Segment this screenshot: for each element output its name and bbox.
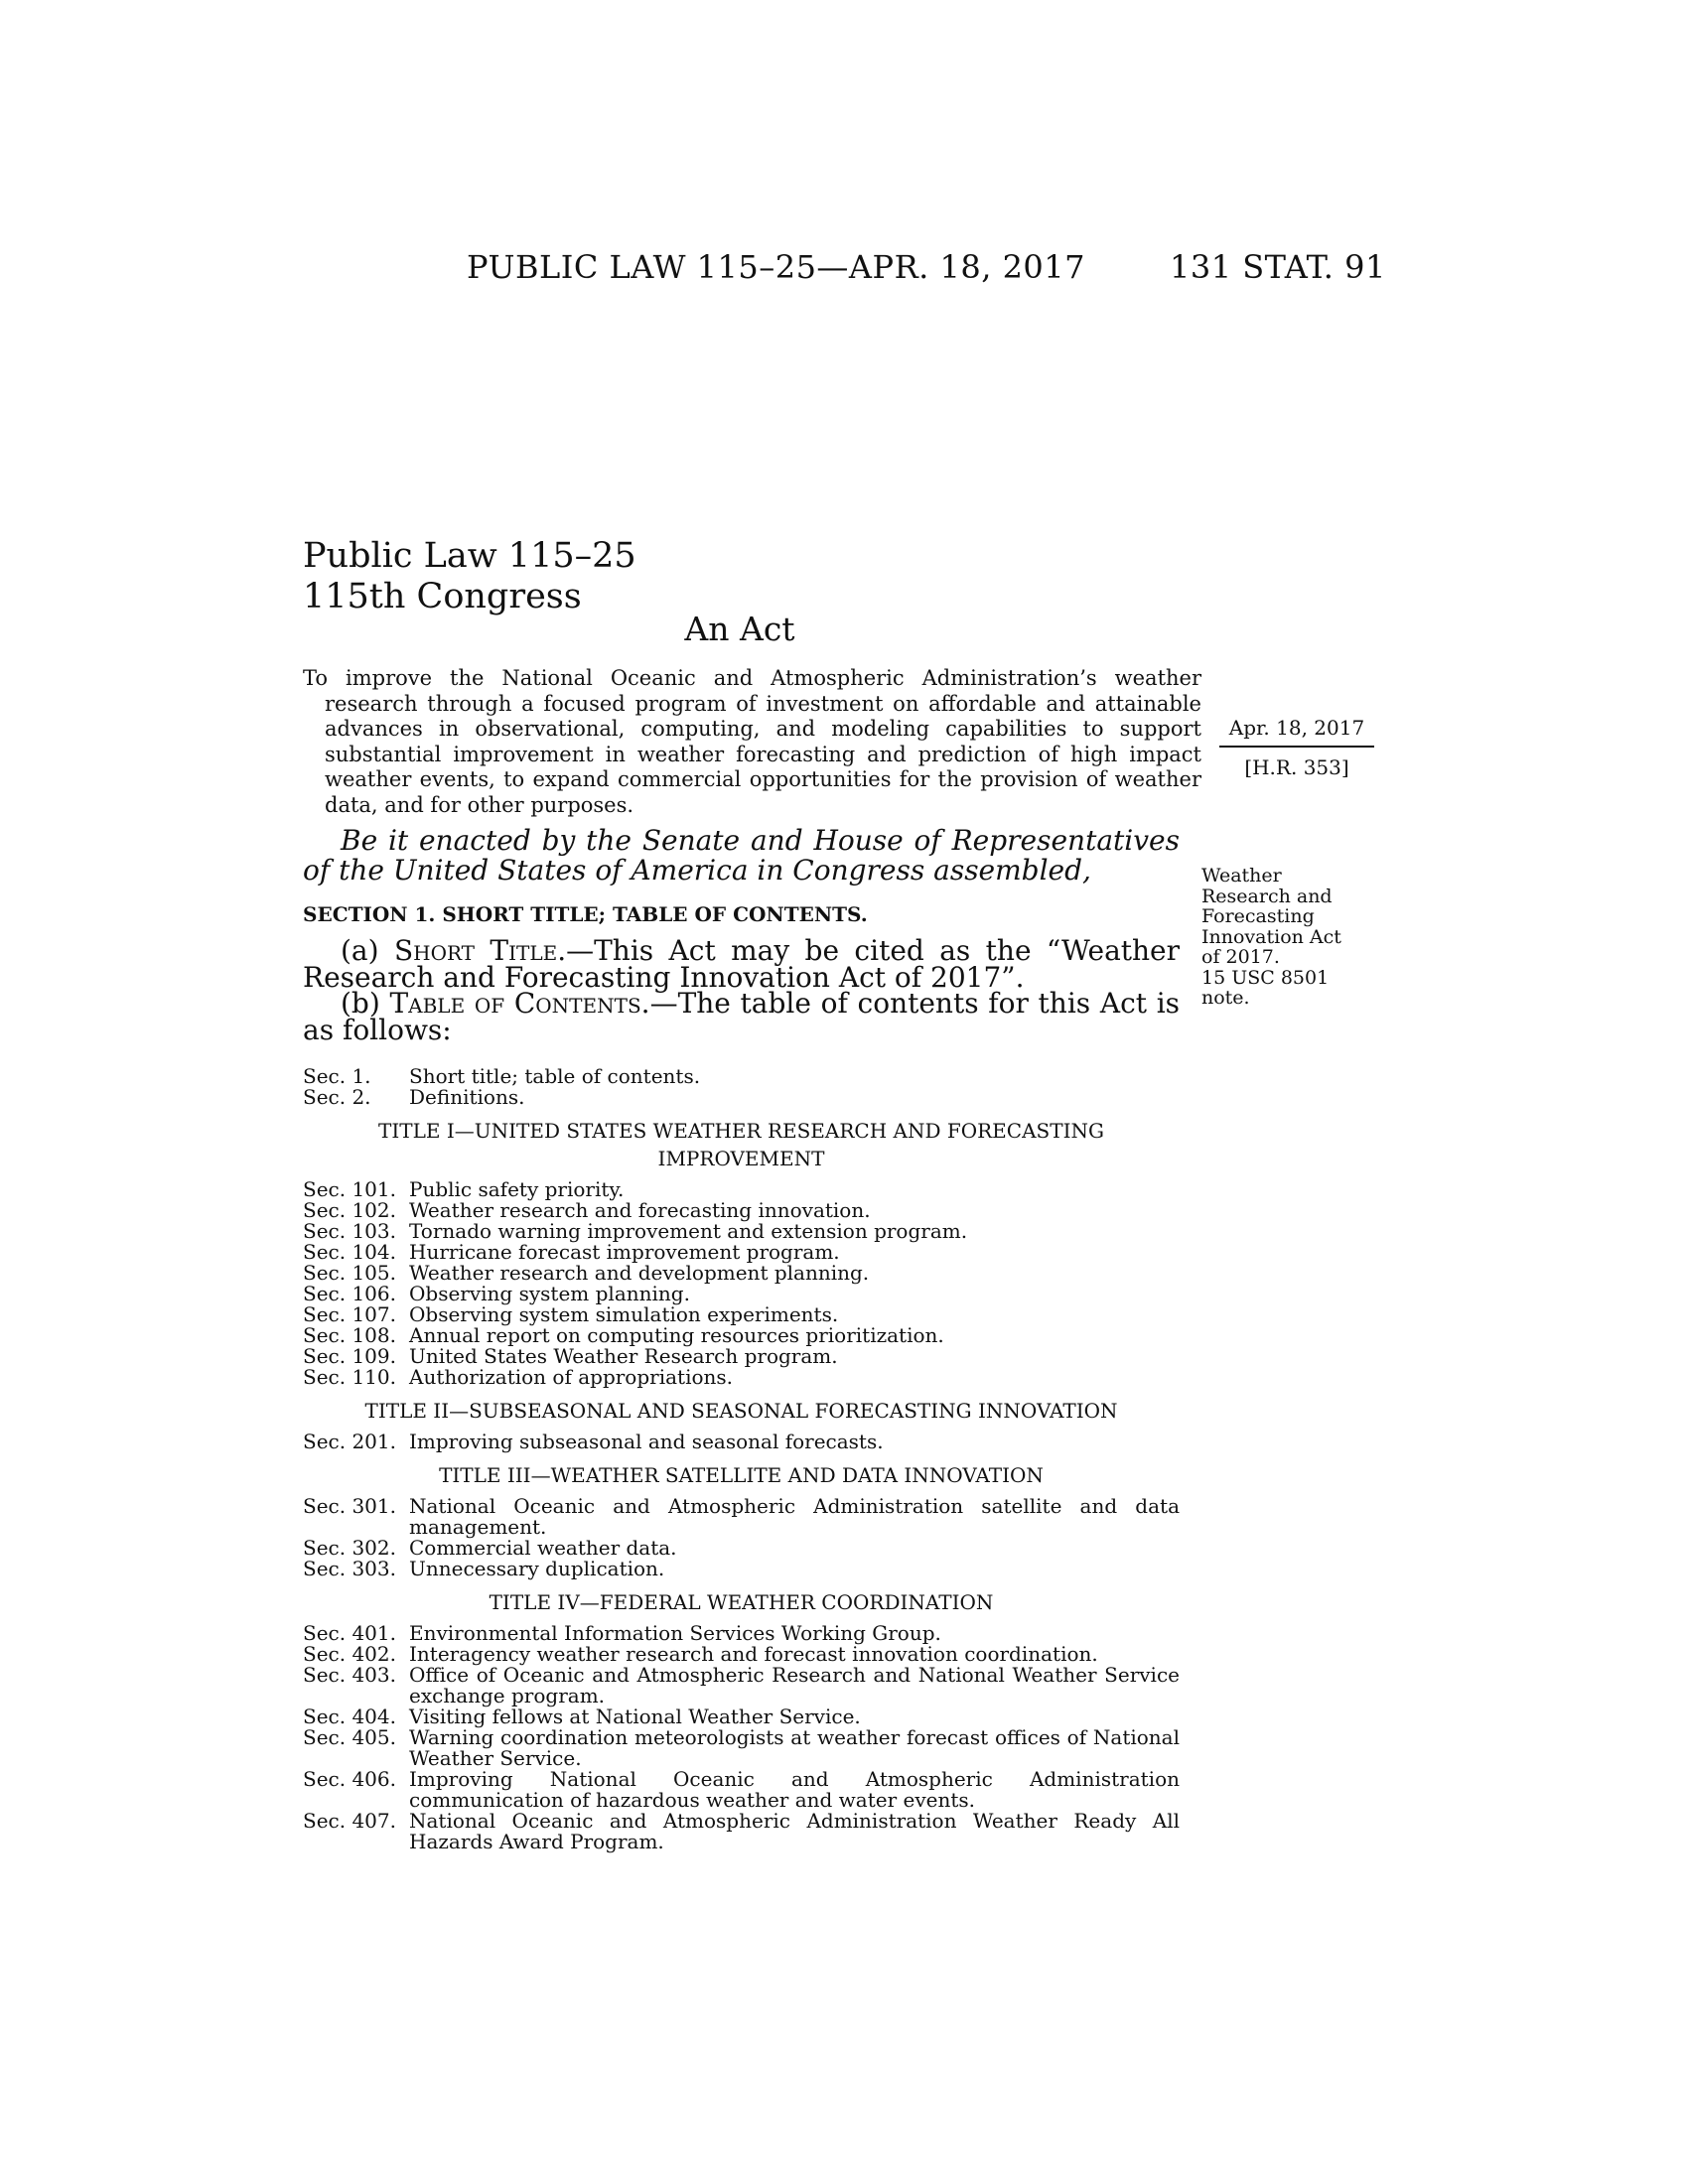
toc-entry: Sec. 405. Warning coordination meteorologists at weather forecast offices of National Weather Service.	[303, 1725, 1180, 1770]
subsection-a-label: (a)	[341, 934, 379, 967]
margin-line: note.	[1201, 987, 1250, 1009]
toc-entry: Sec. 1. Short title; table of contents.	[303, 1064, 701, 1088]
subsection-b-label: (b)	[341, 987, 380, 1020]
toc-title-1-heading: TITLE I—UNITED STATES WEATHER RESEARCH AND FORECASTING IMPROVEMENT	[378, 1119, 1104, 1170]
section-1-heading: SECTION 1. SHORT TITLE; TABLE OF CONTENTS.	[303, 902, 868, 926]
approval-date: Apr. 18, 2017	[1219, 716, 1374, 748]
toc-entry: Sec. 401. Environmental Information Services Working Group.	[303, 1621, 941, 1645]
subsection-b	[303, 987, 1181, 1046]
enacting-clause: Be it enacted by the Senate and House of Representatives of the United States of America in Congress assembled,	[303, 824, 1180, 887]
toc-entry: Sec. 101. Public safety priority.	[303, 1177, 625, 1201]
margin-line: of 2017.	[1201, 946, 1280, 968]
subsection-b-text: .—The table of contents for this Act is as follows:	[303, 987, 1181, 1046]
act-title: An Act	[684, 610, 795, 648]
page-citation: 131 STAT. 91	[1170, 248, 1386, 286]
public-law-number: Public Law 115–25	[303, 536, 636, 576]
margin-line: Weather	[1201, 865, 1282, 887]
toc-entry: Sec. 402. Interagency weather research and forecast innovation coordination.	[303, 1642, 1098, 1666]
subsection-b-heading-part2: Contents	[513, 987, 641, 1020]
toc-entry: Sec. 102. Weather research and forecasting innovation.	[303, 1198, 871, 1222]
toc-entry: Sec. 105. Weather research and development planning.	[303, 1261, 870, 1285]
bill-number: [H.R. 353]	[1244, 755, 1349, 779]
toc-entry: Sec. 104. Hurricane forecast improvement program.	[303, 1240, 840, 1264]
toc-entry: Sec. 108. Annual report on computing resources prioritization.	[303, 1323, 944, 1347]
toc-entry: Sec. 107. Observing system simulation experiments.	[303, 1302, 839, 1326]
subsection-b-heading-part1: Table of	[389, 987, 505, 1020]
toc-entry: Sec. 403. Office of Oceanic and Atmospheric Research and National Weather Service exchange program.	[303, 1663, 1180, 1707]
toc-entry: Sec. 302. Commercial weather data.	[303, 1536, 677, 1560]
toc-entry: Sec. 303. Unnecessary duplication.	[303, 1557, 665, 1580]
toc-entry: Sec. 103. Tornado warning improvement and extension program.	[303, 1219, 968, 1243]
running-header-title: PUBLIC LAW 115–25—APR. 18, 2017	[467, 248, 1085, 286]
law-identification	[303, 536, 636, 617]
subsection-a	[303, 934, 1181, 994]
subsection-a-heading: Short Title	[393, 934, 558, 967]
margin-line: Forecasting	[1201, 905, 1315, 927]
margin-line: 15 USC 8501	[1201, 966, 1330, 989]
margin-line: Research and	[1201, 885, 1333, 907]
toc-entry: Sec. 106. Observing system planning.	[303, 1282, 690, 1305]
toc-entry: Sec. 406. Improving National Oceanic and Atmospheric Administration communication of hazardous weather and water events.	[303, 1767, 1180, 1812]
toc-entry: Sec. 110. Authorization of appropriations.	[303, 1365, 734, 1389]
toc-entry: Sec. 201. Improving subseasonal and seasonal forecasts.	[303, 1430, 884, 1453]
toc-entry: Sec. 109. United States Weather Research program.	[303, 1344, 838, 1368]
toc-title-3-heading: TITLE III—WEATHER SATELLITE AND DATA INNOVATION	[439, 1463, 1044, 1487]
toc-entry: Sec. 407. National Oceanic and Atmospheric Administration Weather Ready All Hazards Award Program.	[303, 1809, 1180, 1853]
congress-number: 115th Congress	[303, 577, 582, 616]
toc-title-4-heading: TITLE IV—FEDERAL WEATHER COORDINATION	[489, 1590, 994, 1614]
long-title: To improve the National Oceanic and Atmospheric Administration’s weather research through a focused program of investment on affordable and attainable advances in observational, computing, and modeling capabilities to support substantial improvement in weather forecasting and prediction of high impact weather events, to expand commercial opportunities for the provision of weather data, and for other purposes.	[303, 666, 1201, 817]
margin-line: Innovation Act	[1201, 925, 1341, 948]
table-of-contents	[303, 1066, 1180, 1852]
toc-entry: Sec. 404. Visiting fellows at National Weather Service.	[303, 1705, 861, 1728]
toc-title-2-heading: TITLE II—SUBSEASONAL AND SEASONAL FORECASTING INNOVATION	[364, 1399, 1118, 1423]
toc-entry: Sec. 301. National Oceanic and Atmospheric Administration satellite and data management.	[303, 1494, 1180, 1539]
toc-entry: Sec. 2. Definitions.	[303, 1085, 525, 1109]
margin-short-title-note	[1201, 866, 1360, 1009]
margin-enactment-note	[1219, 716, 1374, 779]
subsection-a-text: .—This Act may be cited as the “Weather Research and Forecasting Innovation Act of 2017”.	[303, 934, 1181, 994]
